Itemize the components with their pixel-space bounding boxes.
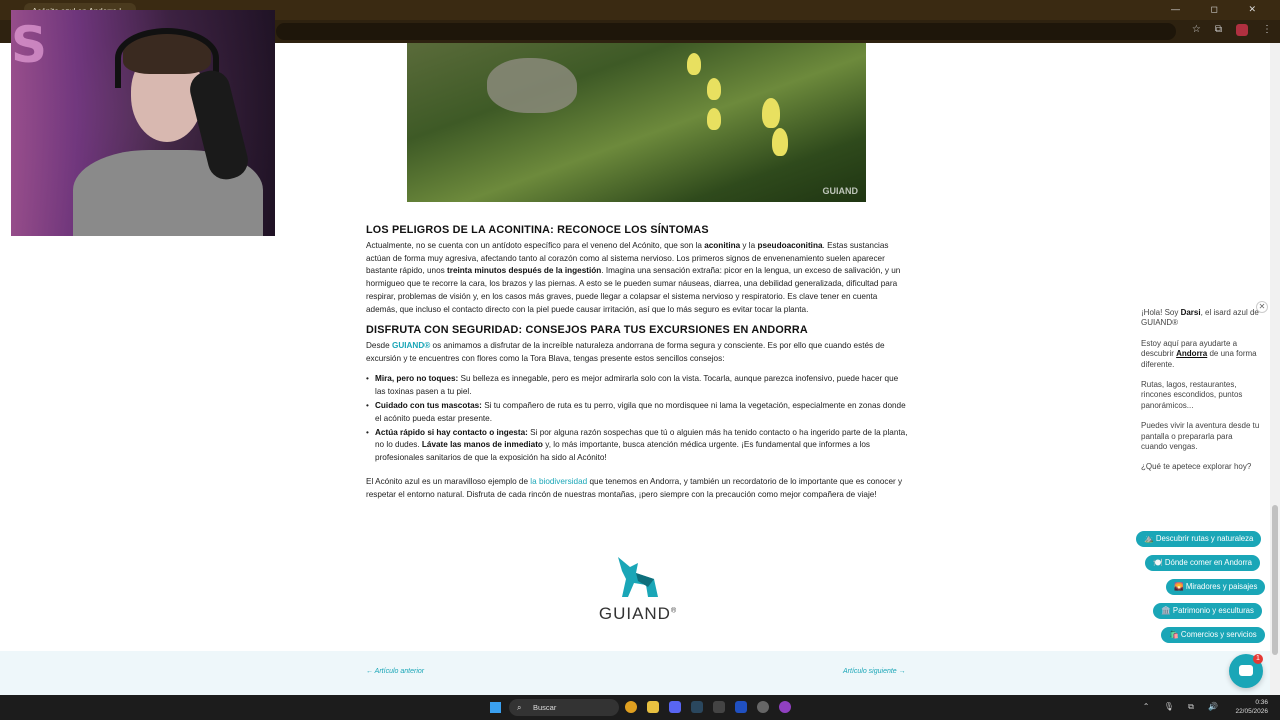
chat-close-button[interactable]: ✕ [1256, 301, 1268, 313]
obs-app-icon[interactable] [757, 701, 769, 713]
tips-list [366, 373, 908, 465]
browser-menu-icon[interactable]: ⋮ [1262, 24, 1272, 35]
chat-option-miradores[interactable]: 🌄 Miradores y paisajes [1166, 579, 1265, 595]
window-controls[interactable]: — ◻ ✕ [1170, 4, 1270, 14]
file-explorer-icon[interactable] [647, 701, 659, 713]
hero-rock [487, 58, 577, 113]
tip-text: Su belleza es innegable, pero es mejor admirarla solo con la vista. Tocarla, aunque parezca inofensivo, puede hacer que las toxinas pasen a tu piel. [375, 374, 899, 397]
tip-bold: Lávate las manos de inmediato [421, 440, 543, 450]
paragraph-intro [366, 340, 908, 366]
hero-flower [707, 108, 721, 130]
hero-flower [707, 78, 721, 100]
text: ¡Hola! Soy [1141, 308, 1181, 317]
steam-app-icon[interactable] [691, 701, 703, 713]
chat-message [1141, 308, 1261, 483]
chat-question: ¿Qué te apetece explorar hoy? [1141, 462, 1252, 472]
section-title-aconitina: LOS PELIGROS DE LA ACONITINA: RECONOCE LOS SÍNTOMAS [366, 224, 709, 236]
bold-text: pseudoaconitina [757, 240, 823, 250]
search-icon: ⌕ [517, 703, 522, 712]
profile-avatar-icon[interactable] [1236, 24, 1248, 36]
text: . Estas sustancias actúan de forma muy agresiva, afectando tanto al corazón como al sistema nervioso. Los primeros signos de envenenamiento suelen aparecer bastante rápido, unos [366, 240, 889, 276]
tip-text: Si tu compañero de ruta es tu perro, vigila que no mordisquee ni lama la vegetación, especialmente en zonas donde el acónito pueda estar presente. [375, 400, 906, 423]
tip-heading: Actúa rápido si hay contacto o ingesta: [375, 427, 528, 437]
vscode-app-icon[interactable] [735, 701, 747, 713]
bold-text: aconitina [704, 240, 741, 250]
list-item [366, 427, 908, 465]
text: que tenemos en Andorra, y también un recordatorio de lo importante que es conocer y respetar el entorno natural. Disfruta de cada rincón de nuestras montañas, ¡pero siempre con la precaución como mejor compañera de viaje! [366, 476, 903, 499]
hero-flower [762, 98, 780, 128]
chat-unread-badge: 1 [1253, 654, 1263, 664]
text: Actualmente, no se cuenta con un antídoto específico para el veneno del Acónito, que son la [366, 240, 705, 250]
list-item [366, 400, 908, 426]
chat-option-rutas[interactable]: ⛰️ Descubrir rutas y naturaleza [1136, 531, 1261, 547]
windows-taskbar [0, 695, 1280, 720]
hero-image [407, 43, 866, 202]
section-title-consejos: DISFRUTA CON SEGURIDAD: CONSEJOS PARA TUS EXCURSIONES EN ANDORRA [366, 324, 808, 336]
paragraph-aconitina [366, 240, 908, 317]
hero-watermark: GUIAND [822, 186, 858, 196]
text: Estoy aquí para ayudarte a descubrir [1141, 338, 1238, 359]
biodiversidad-link[interactable]: la biodiversidad [530, 476, 588, 486]
chat-option-comercios[interactable]: 🛍️ Comercios y servicios [1161, 627, 1265, 643]
extensions-icon[interactable]: ⧉ [1214, 24, 1222, 35]
toolbar-icons [1192, 24, 1272, 36]
post-navigation [0, 651, 1270, 695]
paragraph-closing [366, 476, 908, 502]
webcam-overlay [11, 10, 275, 236]
next-article-link[interactable]: Artículo siguiente → [843, 668, 906, 675]
text: El Acónito azul es un maravilloso ejemplo de [366, 476, 531, 486]
previous-article-link[interactable]: ← Artículo anterior [366, 668, 425, 675]
list-item [366, 373, 908, 399]
bold-text: treinta minutos después de la ingestión [447, 266, 602, 276]
discord-app-icon[interactable] [669, 701, 681, 713]
bot-name: Darsi [1180, 308, 1201, 317]
search-placeholder: Buscar [533, 703, 557, 712]
tip-heading: Cuidado con tus mascotas: [375, 400, 482, 410]
system-clock[interactable] [1235, 698, 1268, 716]
hero-flower [687, 53, 701, 75]
text: Desde [366, 340, 392, 350]
windows-start-icon[interactable] [490, 702, 501, 713]
text: y la [740, 240, 758, 250]
chat-greeting [1141, 308, 1261, 329]
chat-bubble-icon [1239, 665, 1253, 676]
bookmark-star-icon[interactable]: ☆ [1191, 24, 1201, 35]
footer-logo[interactable] [598, 553, 678, 624]
guiand-link[interactable]: GUIAND® [391, 340, 431, 350]
app-icon[interactable] [713, 701, 725, 713]
chat-option-comer[interactable]: 🍽️ Dónde comer en Andorra [1145, 555, 1260, 571]
twitch-app-icon[interactable] [779, 701, 791, 713]
address-bar[interactable] [276, 23, 1176, 40]
isard-logo-icon [608, 553, 668, 603]
article-section-1 [366, 224, 908, 317]
logo-word: GUIAND [598, 604, 671, 623]
system-tray-icons[interactable]: ⌃ 🎙 ⧉ 🔊 [1142, 702, 1224, 711]
taskbar-search[interactable] [509, 699, 619, 716]
chat-option-patrimonio[interactable]: 🏛️ Patrimonio y esculturas [1153, 603, 1262, 619]
chat-topics: Rutas, lagos, restaurantes, rincones escondidos, puntos panorámicos... [1141, 380, 1243, 410]
hero-flower [772, 128, 788, 156]
text: , el isard azul de GUIAND® [1141, 308, 1259, 328]
clock-date: 22/05/2026 [1235, 708, 1268, 715]
logo-registered: ® [670, 607, 678, 615]
place-name: Andorra [1176, 349, 1208, 359]
clock-time: 0:36 [1255, 699, 1268, 706]
text: . Imagina una sensación extraña: picor en la lengua, un exceso de salivación, y un hormigueo que te recorre la cara, los brazos y las piernas. A esto se le pueden sumar náuseas, diarrea, una debilidad generalizada, dificultad para respirar, problemas de visión y, en los casos más graves, puede llegar a colapsar el sistema nervioso y respiratorio. Es clave tener en cuenta además, que incluso el contacto directo con la piel puede causar irritación, así que lo más seguro es evitar tocar la planta. [366, 266, 901, 314]
tip-text: Si por alguna razón sospechas que tú o alguien más ha tenido contacto o ha ingerido parte de la planta, no lo dudes. [375, 427, 908, 450]
chrome-app-icon[interactable] [625, 701, 637, 713]
text: os animamos a disfrutar de la increíble naturaleza andorrana de forma segura y consciente. Es por ello que cuando estés de excursión y te encuentres con flores como la Tora Blava, tengas presente estos sencillos consejos: [366, 340, 885, 363]
article-section-2 [366, 324, 908, 502]
text: de una forma diferente. [1141, 349, 1257, 369]
tip-heading: Mira, pero no toques: [375, 374, 459, 384]
chat-help [1141, 339, 1261, 370]
chat-live: Puedes vivir la aventura desde tu pantalla o prepararla para cuando vengas. [1141, 421, 1260, 452]
webcam-wall-decor: S [11, 16, 48, 74]
scrollbar-thumb[interactable] [1272, 505, 1278, 655]
tip-text: y, lo más importante, busca atención médica urgente. ¡Es fundamental que informes a los profesionales sanitarios de que la exposición ha sido al Acónito! [375, 440, 871, 463]
logo-wordmark [598, 604, 678, 624]
